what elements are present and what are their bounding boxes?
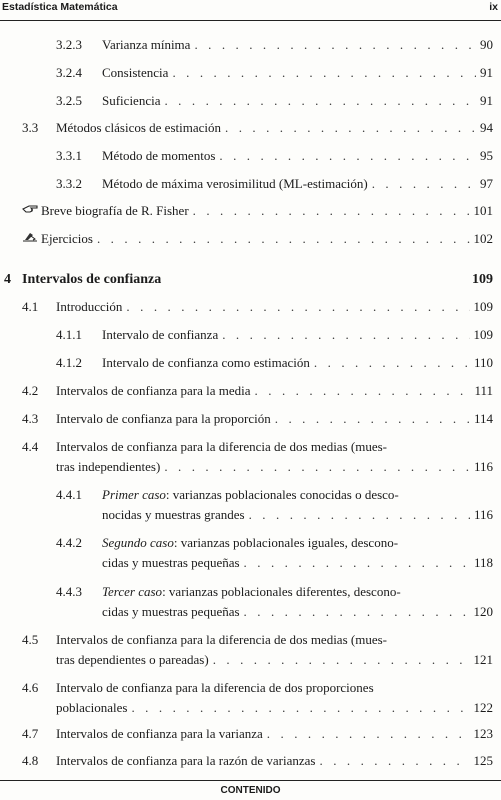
section-title-line2: tras dependientes o pareadas) [56, 652, 209, 667]
section-title: Suficiencia [102, 93, 161, 108]
section-number: 4.7 [22, 726, 39, 741]
section-page: 125 [473, 753, 493, 768]
toc-entry-4-4-3[interactable] [56, 582, 493, 622]
leader-dots [244, 553, 470, 573]
section-title-line2: tras independientes) [56, 459, 161, 474]
leader-dots [267, 724, 470, 744]
section-title-line1: Intervalo de confianza para la diferencia de dos proporciones [56, 680, 374, 695]
section-page: 114 [473, 411, 493, 426]
section-page: 102 [473, 231, 493, 246]
section-number: 4.1.1 [56, 327, 82, 342]
section-number: 4.2 [22, 383, 39, 398]
case-label: Primer caso [102, 487, 166, 502]
section-title: Intervalo de confianza como estimación [102, 355, 310, 370]
leader-dots [126, 297, 469, 317]
leader-dots [193, 201, 470, 221]
section-title: Intervalos de confianza para la media [56, 383, 251, 398]
section-number: 3.3.2 [56, 176, 82, 191]
case-label: Segundo caso [102, 535, 174, 550]
toc-entry-4-4-2[interactable] [56, 533, 493, 573]
toc-entry-4-3[interactable] [22, 409, 493, 429]
section-title: Breve biografía de R. Fisher [41, 203, 189, 218]
section-page: 121 [473, 652, 493, 667]
section-number: 4.4 [22, 439, 39, 454]
chapter-number: 4 [4, 272, 11, 287]
page-number: ix [489, 1, 498, 13]
leader-dots [255, 381, 471, 401]
section-title: Intervalos de confianza para la razón de varianzas [56, 753, 316, 768]
section-title: Consistencia [102, 65, 169, 80]
section-title: Introducción [56, 299, 123, 314]
leader-dots [372, 174, 476, 194]
section-title: Ejercicios [41, 231, 93, 246]
leader-dots [164, 457, 470, 477]
section-page: 91 [480, 93, 493, 108]
section-page: 109 [473, 299, 493, 314]
section-title-line2: cidas y muestras pequeñas [102, 604, 240, 619]
section-number: 3.2.4 [56, 65, 82, 80]
section-page: 94 [480, 120, 493, 135]
section-page: 101 [473, 203, 493, 218]
leader-dots [172, 63, 476, 83]
chapter-page: 109 [472, 272, 493, 287]
toc-entry-4-1-2[interactable] [56, 353, 493, 373]
leader-dots [164, 91, 476, 111]
section-title-line2: poblacionales [56, 700, 128, 715]
toc-entry-4-4[interactable] [22, 437, 493, 477]
section-title: Método de máxima verosimilitud (ML-estimación) [102, 176, 368, 191]
leader-dots [131, 698, 469, 718]
section-number: 3.3 [22, 120, 39, 135]
chapter-title: Intervalos de confianza [22, 272, 162, 287]
section-title: Intervalo de confianza [102, 327, 219, 342]
section-number: 4.4.3 [56, 584, 82, 599]
section-number: 3.2.5 [56, 93, 82, 108]
toc-entry-fisher-biography[interactable] [22, 201, 493, 221]
section-page: 116 [473, 507, 493, 522]
section-number: 4.1.2 [56, 355, 82, 370]
section-page: 122 [473, 700, 493, 715]
leader-dots [225, 118, 476, 138]
toc-entry-3-3[interactable] [22, 118, 493, 138]
section-page: 111 [474, 383, 493, 398]
section-title-line1: Intervalos de confianza para la diferencia de dos medias (mues- [56, 632, 387, 647]
leader-dots [244, 602, 470, 622]
section-page: 97 [480, 176, 493, 191]
leader-dots [275, 409, 470, 429]
section-page: 91 [480, 65, 493, 80]
leader-dots [249, 505, 470, 525]
section-number: 3.2.3 [56, 37, 82, 52]
leader-dots [219, 146, 476, 166]
running-header [0, 0, 501, 21]
section-title-line1: : varianzas poblacionales conocidas o desco- [165, 487, 399, 502]
section-page: 123 [473, 726, 493, 741]
footer-rule [0, 780, 501, 781]
writing-hand-icon [22, 229, 38, 249]
section-number: 4.8 [22, 753, 39, 768]
running-footer: CONTENIDO [220, 785, 281, 796]
section-title-line1: : varianzas poblacionales diferentes, descono- [162, 584, 401, 599]
section-number: 4.3 [22, 411, 39, 426]
leader-dots [222, 325, 469, 345]
leader-dots [213, 650, 470, 670]
toc-entry-4-4-1[interactable] [56, 485, 493, 525]
section-title-line2: cidas y muestras pequeñas [102, 555, 240, 570]
section-number: 4.1 [22, 299, 39, 314]
toc-entry-3-3-2[interactable] [56, 174, 493, 194]
section-title-line2: nocidas y muestras grandes [102, 507, 245, 522]
section-page: 109 [473, 327, 493, 342]
toc-entry-4-6[interactable] [22, 678, 493, 718]
section-title: Métodos clásicos de estimación [56, 120, 221, 135]
section-number: 4.4.2 [56, 535, 82, 550]
section-page: 110 [473, 355, 493, 370]
section-number: 4.5 [22, 632, 39, 647]
section-title-line1: : varianzas poblacionales iguales, descono- [173, 535, 399, 550]
book-title: Estadística Matemática [2, 1, 118, 13]
leader-dots [314, 353, 470, 373]
section-number: 4.6 [22, 680, 39, 695]
toc-entry-4-7[interactable] [22, 724, 493, 744]
section-page: 95 [480, 148, 493, 163]
toc-entry-3-3-1[interactable] [56, 146, 493, 166]
section-title: Intervalos de confianza para la varianza [56, 726, 263, 741]
toc-entry-4-5[interactable] [22, 630, 493, 670]
section-title-line1: Intervalos de confianza para la diferencia de dos medias (mues- [56, 439, 387, 454]
section-page: 118 [473, 555, 493, 570]
leader-dots [194, 35, 476, 55]
pointing-hand-icon [22, 201, 38, 221]
leader-dots [97, 229, 470, 249]
toc-entry-4-2[interactable] [22, 381, 493, 401]
section-number: 3.3.1 [56, 148, 82, 163]
toc-entry-3-2-5[interactable] [56, 91, 493, 111]
leader-dots [320, 751, 470, 771]
case-label: Tercer caso [102, 584, 163, 599]
toc-entry-3-2-3[interactable] [56, 35, 493, 55]
toc-entry-4-8[interactable] [22, 751, 493, 771]
toc-chapter-4[interactable] [4, 270, 493, 290]
section-title: Varianza mínima [102, 37, 191, 52]
toc-entry-3-2-4[interactable] [56, 63, 493, 83]
section-page: 90 [480, 37, 493, 52]
section-page: 120 [473, 604, 493, 619]
toc-entry-ejercicios[interactable] [22, 229, 493, 249]
toc-entry-4-1[interactable] [22, 297, 493, 317]
toc-entry-4-1-1[interactable] [56, 325, 493, 345]
section-page: 116 [473, 459, 493, 474]
section-title: Intervalo de confianza para la proporción [56, 411, 271, 426]
section-title: Método de momentos [102, 148, 216, 163]
section-number: 4.4.1 [56, 487, 82, 502]
